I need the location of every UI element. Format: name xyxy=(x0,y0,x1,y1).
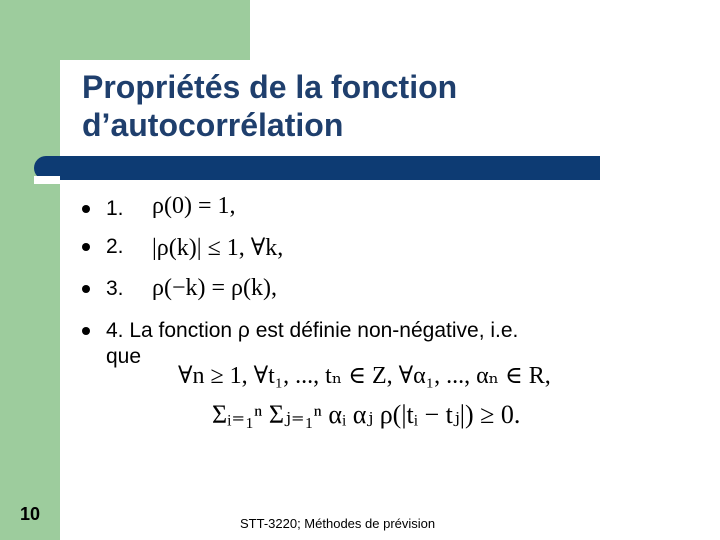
title-line-2: d’autocorrélation xyxy=(82,107,344,143)
formula-property-2: |ρ(k)| ≤ 1, ∀k, xyxy=(152,235,284,261)
title-line-1: Propriétés de la fonction xyxy=(82,69,458,105)
bullet-icon xyxy=(82,205,90,213)
item-label: 2. xyxy=(106,235,124,258)
slide-title xyxy=(82,68,642,144)
bullet-icon xyxy=(82,243,90,251)
footer-text: STT-3220; Méthodes de prévision xyxy=(240,516,436,531)
divider-cutout xyxy=(34,176,60,184)
formula-double-sum: Σᵢ₌₁ⁿ Σⱼ₌₁ⁿ αᵢ αⱼ ρ(|tᵢ − tⱼ|) ≥ 0. xyxy=(212,400,521,429)
bullet-icon xyxy=(82,285,90,293)
item-label-continued: que xyxy=(106,345,142,368)
formula-property-1: ρ(0) = 1, xyxy=(152,193,236,219)
title-divider-bar xyxy=(34,156,600,180)
formula-condition: ∀n ≥ 1, ∀t₁, ..., tₙ ∈ Z, ∀α₁, ..., αₙ ∈ R, xyxy=(178,363,551,389)
left-green-band xyxy=(0,0,60,540)
bullet-icon xyxy=(82,327,90,335)
item-label: 1. xyxy=(106,197,124,220)
slide-number: 10 xyxy=(19,504,41,524)
item-label: 3. xyxy=(106,277,124,300)
top-green-band xyxy=(60,0,250,60)
item-label: 4. La fonction ρ est définie non-négative, i.e. xyxy=(106,319,519,342)
formula-property-3: ρ(−k) = ρ(k), xyxy=(152,275,277,301)
